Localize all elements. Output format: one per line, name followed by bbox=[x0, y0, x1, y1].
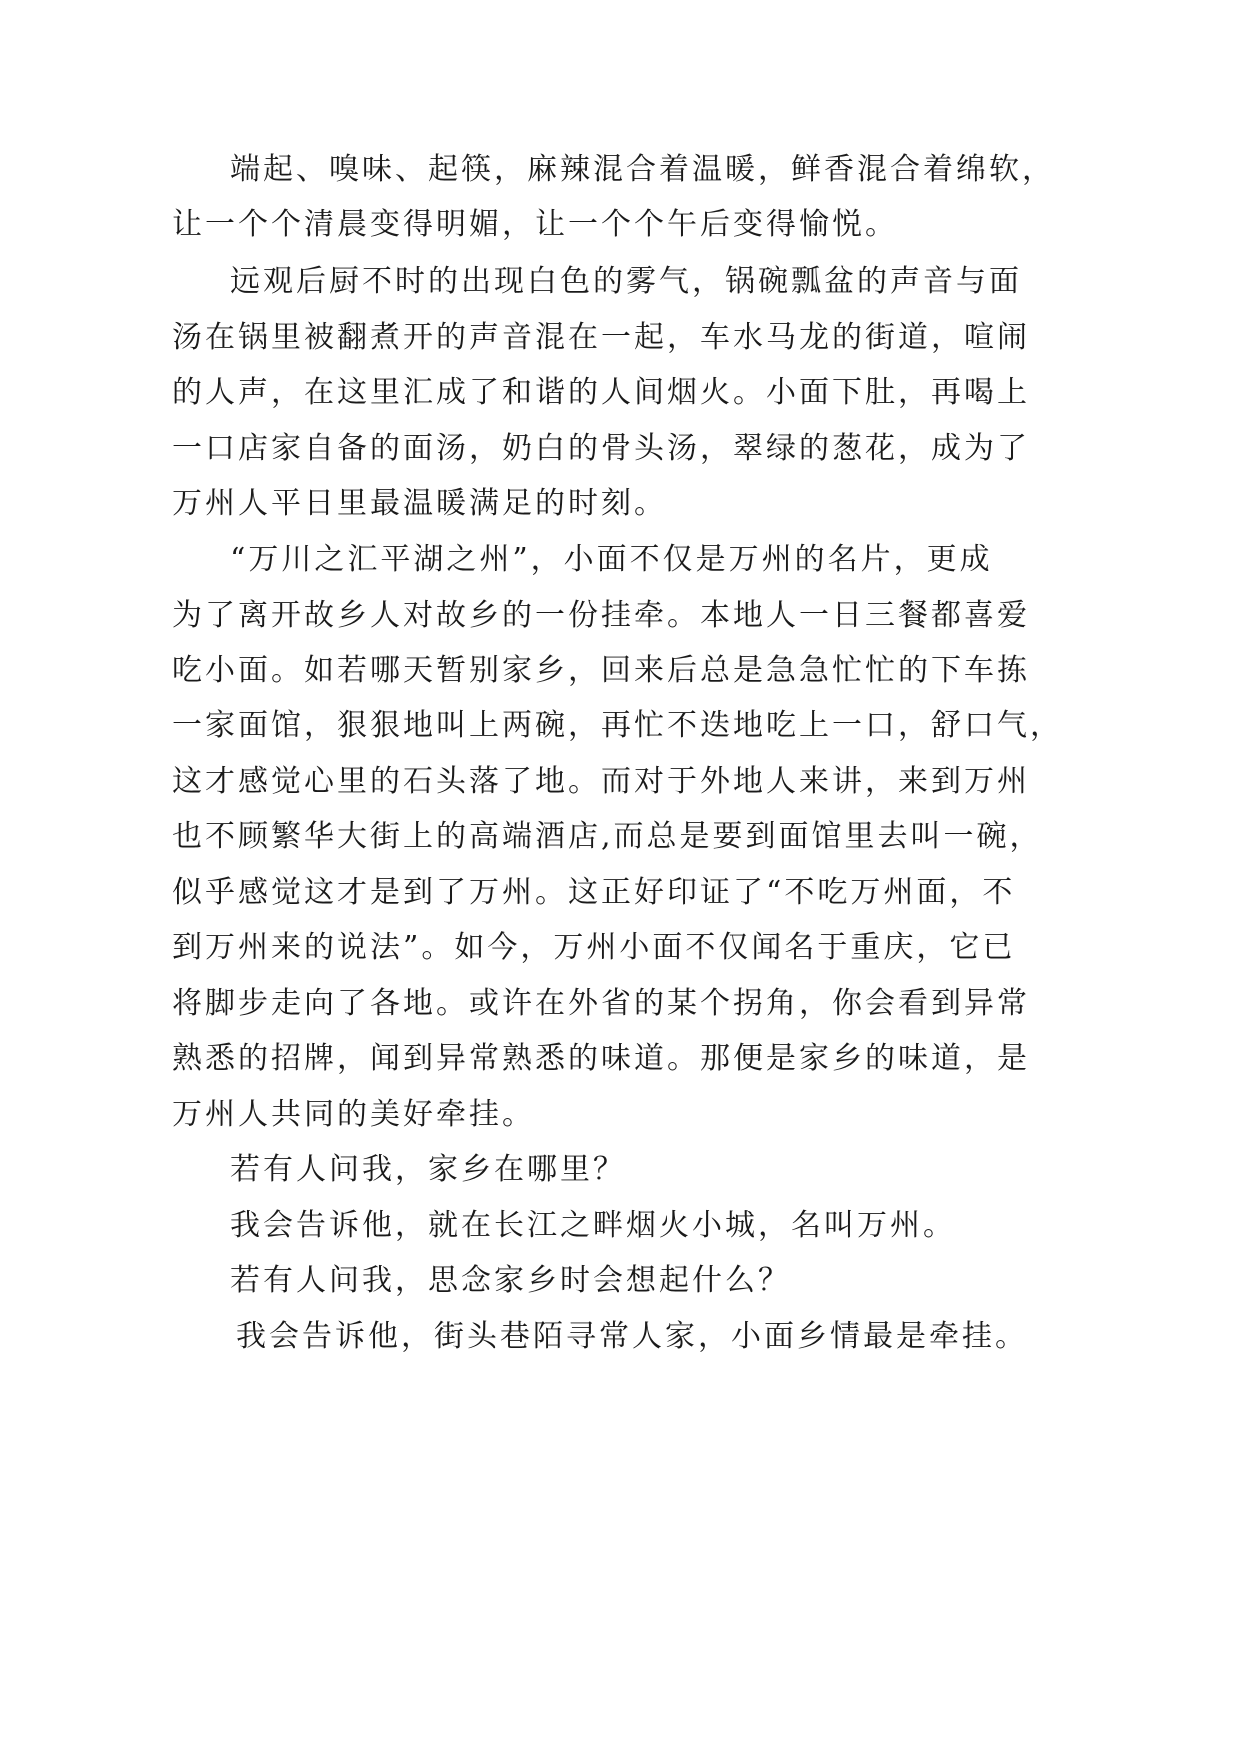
line-20: 我会告诉他，就在长江之畔烟火小城，名叫万州。 bbox=[230, 1208, 956, 1243]
line-13: 也不顾繁华大街上的高端酒店,而总是要到面馆里去叫一碗， bbox=[172, 819, 1043, 854]
line-6: 一口店家自备的面汤，奶白的骨头汤，翠绿的葱花，成为了 bbox=[172, 431, 1030, 466]
line-15: 到万州来的说法”。如今，万州小面不仅闻名于重庆，它已 bbox=[172, 930, 1016, 965]
line-12: 这才感觉心里的石头落了地。而对于外地人来讲，来到万州 bbox=[172, 764, 1030, 799]
line-19: 若有人问我，家乡在哪里？ bbox=[230, 1152, 626, 1187]
line-14: 似乎感觉这才是到了万州。这正好印证了“不吃万州面，不 bbox=[172, 875, 1016, 910]
line-7: 万州人平日里最温暖满足的时刻。 bbox=[172, 486, 667, 521]
line-1: 端起、嗅味、起筷，麻辣混合着温暖，鲜香混合着绵软， bbox=[230, 152, 1055, 187]
line-17: 熟悉的招牌，闻到异常熟悉的味道。那便是家乡的味道，是 bbox=[172, 1041, 1030, 1076]
line-4: 汤在锅里被翻煮开的声音混在一起，车水马龙的街道，喧闹 bbox=[172, 320, 1030, 355]
line-10: 吃小面。如若哪天暂别家乡，回来后总是急急忙忙的下车拣 bbox=[172, 653, 1030, 688]
line-21: 若有人问我，思念家乡时会想起什么？ bbox=[230, 1263, 791, 1298]
line-22: 我会告诉他，街头巷陌寻常人家，小面乡情最是牵挂。 bbox=[236, 1319, 1028, 1354]
line-16: 将脚步走向了各地。或许在外省的某个拐角，你会看到异常 bbox=[172, 986, 1030, 1021]
line-18: 万州人共同的美好牵挂。 bbox=[172, 1097, 535, 1132]
line-8: “万川之汇平湖之州”，小面不仅是万州的名片，更成 bbox=[230, 542, 993, 577]
line-2: 让一个个清晨变得明媚，让一个个午后变得愉悦。 bbox=[172, 207, 898, 242]
line-9: 为了离开故乡人对故乡的一份挂牵。本地人一日三餐都喜爱 bbox=[172, 598, 1030, 633]
line-3: 远观后厨不时的出现白色的雾气，锅碗瓢盆的声音与面 bbox=[230, 264, 1022, 299]
line-11: 一家面馆，狠狠地叫上两碗，再忙不迭地吃上一口，舒口气， bbox=[172, 708, 1063, 743]
line-5: 的人声，在这里汇成了和谐的人间烟火。小面下肚，再喝上 bbox=[172, 375, 1030, 410]
